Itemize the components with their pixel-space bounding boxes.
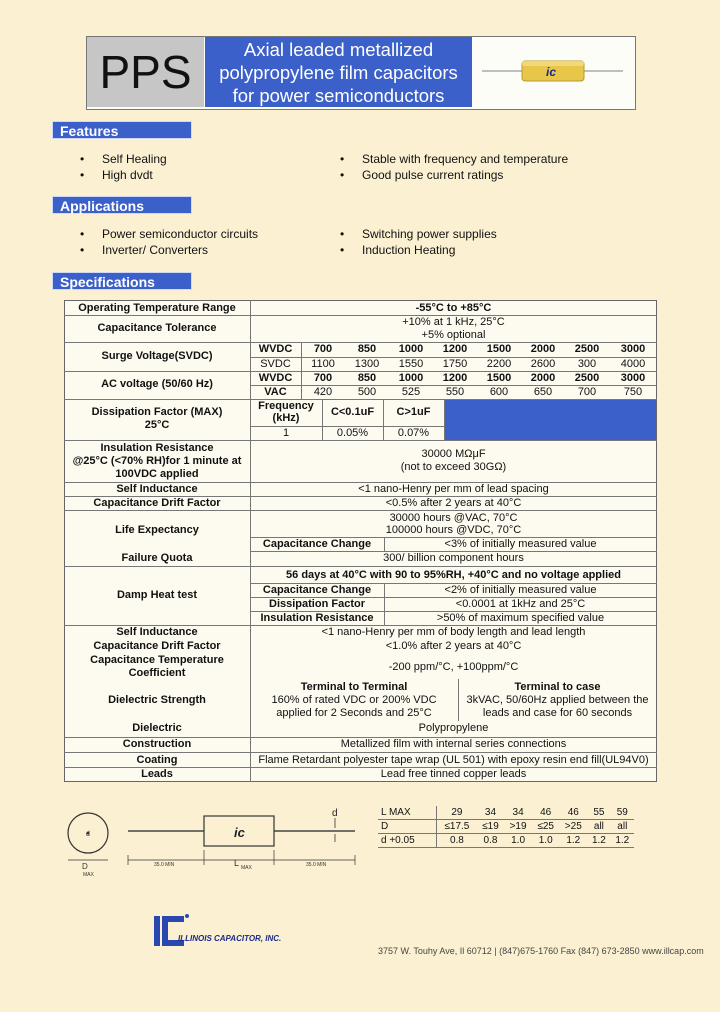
table-cell: ≤17.5 <box>437 820 477 834</box>
grid-cell: 700 <box>577 386 597 398</box>
list-item: • Induction Heating <box>340 243 456 257</box>
specifications-heading: Specifications <box>52 272 192 290</box>
table-cell: 0.8 <box>477 834 504 848</box>
grid-cell: 2200 <box>486 358 512 370</box>
grid-cell: 1200 <box>442 372 468 384</box>
table-cell: 1.2 <box>587 834 610 848</box>
list-item: • High dvdt <box>80 168 153 182</box>
table-cell: ≤25 <box>532 820 559 834</box>
ir-value-2: (not to exceed 30GΩ) <box>400 461 507 473</box>
df-c2-head: C>1uF <box>396 406 431 418</box>
body-len-sub: MAX <box>241 865 252 871</box>
table-row <box>378 806 634 820</box>
table-cell: 1.2 <box>559 834 587 848</box>
grid-cell: 1200 <box>442 343 468 355</box>
group-self-ind-value: <1 nano-Henry per mm of body length and lead length <box>321 626 586 638</box>
table-cell: 59 <box>611 806 634 820</box>
company-name: ILLINOIS CAPACITOR, INC. <box>178 934 282 943</box>
grid-cell: 1750 <box>442 358 468 370</box>
ds-label: Dielectric Strength <box>108 694 206 706</box>
product-title <box>205 37 472 107</box>
life-value-2: 100000 hours @VDC, 70°C <box>385 524 522 536</box>
grid-cell: 1550 <box>398 358 424 370</box>
life-value-1: 30000 hours @VAC, 70°C <box>389 512 518 524</box>
group-drift-value: <1.0% after 2 years at 40°C <box>385 640 522 652</box>
ir-value-1: 30000 MΩμF <box>421 448 486 460</box>
grid-cell: 850 <box>357 372 377 384</box>
grid-cell: 3000 <box>620 343 646 355</box>
ds-t2t-line: 160% of rated VDC or 200% VDC <box>271 694 437 706</box>
body-len-label: L <box>234 858 240 868</box>
table-cell: all <box>587 820 610 834</box>
grid-cell: 750 <box>623 386 643 398</box>
grid-cell: 850 <box>357 343 377 355</box>
dimension-drawing <box>50 800 370 880</box>
df-c1-head: C<0.1uF <box>330 406 375 418</box>
ds-t2t-line: applied for 2 Seconds and 25°C <box>276 707 432 719</box>
drift-label: Capacitance Drift Factor <box>93 497 221 509</box>
grid-cell: 1500 <box>486 343 512 355</box>
life-cap-change-label: Capacitance Change <box>262 538 372 550</box>
diam-label: D <box>82 862 88 871</box>
damp-row-value: <2% of initially measured value <box>444 584 597 596</box>
table-cell: 1.2 <box>611 834 634 848</box>
series-name: PPS <box>87 37 204 107</box>
dielectric-value: Polypropylene <box>418 722 489 734</box>
df-freq-head-1: Frequency <box>258 400 314 412</box>
df-c2-value: 0.07% <box>397 427 430 439</box>
damp-header: 56 days at 40°C with 90 to 95%RH, +40°C and no voltage applied <box>286 569 621 581</box>
list-item: • Switching power supplies <box>340 227 497 241</box>
title-line-1: Axial leaded metallized <box>243 38 434 60</box>
grid-cell: 700 <box>313 343 333 355</box>
grid-cell: 2000 <box>530 343 556 355</box>
self-ind-label: Self Inductance <box>116 483 198 495</box>
capacitor-logo: ic <box>546 65 557 79</box>
failure-label: Failure Quota <box>121 552 193 564</box>
cap-tol-label: Capacitance Tolerance <box>97 322 217 334</box>
list-item: • Inverter/ Converters <box>80 243 209 257</box>
table-cell: 1.0 <box>532 834 559 848</box>
body-logo: ic <box>234 825 245 840</box>
surge-row1-head: WVDC <box>258 343 293 355</box>
damp-row-value: >50% of maximum specified value <box>436 612 605 624</box>
coating-value: Flame Retardant polyester tape wrap (UL 501) with epoxy resin end fill(UL94V0) <box>258 754 649 766</box>
table-cell: 46 <box>532 806 559 820</box>
ac-label: AC voltage (50/60 Hz) <box>101 378 213 390</box>
df-label-2: 25°C <box>144 419 170 431</box>
lead-d-label: d <box>332 808 338 819</box>
damp-row-label: Insulation Resistance <box>260 612 374 624</box>
table-cell: D <box>378 820 437 834</box>
ir-label-1: Insulation Resistance <box>100 442 214 454</box>
grid-cell: 1100 <box>311 358 335 370</box>
grid-cell: 2500 <box>574 343 600 355</box>
table-cell: >25 <box>559 820 587 834</box>
drift-value: <0.5% after 2 years at 40°C <box>385 497 522 509</box>
ac-row1-head: WVDC <box>258 372 293 384</box>
damp-label: Damp Heat test <box>116 589 198 601</box>
capacitor-image <box>480 45 625 100</box>
grid-cell: 600 <box>489 386 509 398</box>
ac-row2-head: VAC <box>264 386 287 398</box>
grid-cell: 1500 <box>486 372 512 384</box>
df-label-1: Dissipation Factor (MAX) <box>91 406 223 418</box>
table-cell: 34 <box>504 806 532 820</box>
damp-row-value: <0.0001 at 1kHz and 25°C <box>455 598 586 610</box>
features-heading: Features <box>52 121 192 139</box>
group-drift-label: Capacitance Drift Factor <box>93 640 221 652</box>
group-self-ind-label: Self Inductance <box>116 626 198 638</box>
list-item: • Power semiconductor circuits <box>80 227 259 241</box>
ds-t2c-line: leads and case for 60 seconds <box>482 707 633 719</box>
grid-cell: 550 <box>445 386 465 398</box>
leads-label: Leads <box>141 768 173 780</box>
surge-label: Surge Voltage(SVDC) <box>101 350 213 362</box>
end-d-label: d <box>86 831 90 838</box>
damp-row-label: Dissipation Factor <box>269 598 365 610</box>
construction-label: Construction <box>122 738 192 750</box>
lead-len-left: 35.0 MIN <box>154 862 175 868</box>
grid-cell: 650 <box>533 386 553 398</box>
op-temp-value: -55°C to +85°C <box>415 302 492 314</box>
table-cell: 34 <box>477 806 504 820</box>
ir-label-2: @25°C (<70% RH)for 1 minute at <box>72 455 242 467</box>
lead-len-right: 35.0 MIN <box>306 862 327 868</box>
grid-cell: 1300 <box>354 358 380 370</box>
life-label: Life Expectancy <box>115 524 199 536</box>
table-cell: 55 <box>587 806 610 820</box>
list-item: • Self Healing <box>80 152 167 166</box>
grid-cell: 525 <box>401 386 421 398</box>
temp-coef-label-1: Capacitance Temperature <box>90 654 224 666</box>
ir-label-3: 100VDC applied <box>115 468 199 480</box>
cap-tol-value-2: +5% optional <box>421 329 486 341</box>
grid-cell: 2000 <box>530 372 556 384</box>
table-cell: 46 <box>559 806 587 820</box>
blank-cell <box>445 400 656 440</box>
life-cap-change-value: <3% of initially measured value <box>444 538 597 550</box>
grid-cell: 1000 <box>398 343 424 355</box>
table-cell: 29 <box>437 806 477 820</box>
grid-cell: 2600 <box>530 358 556 370</box>
dielectric-label: Dielectric <box>132 722 182 734</box>
table-cell: L MAX <box>378 806 437 820</box>
dimension-table <box>378 806 634 848</box>
table-cell: >19 <box>504 820 532 834</box>
coating-label: Coating <box>136 754 178 766</box>
table-cell: all <box>611 820 634 834</box>
grid-cell: 420 <box>313 386 333 398</box>
grid-cell: 700 <box>313 372 333 384</box>
temp-coef-value: -200 ppm/°C, +100ppm/°C <box>388 661 519 673</box>
grid-cell: 4000 <box>620 358 646 370</box>
diam-sub: MAX <box>83 872 94 878</box>
df-freq-value: 1 <box>282 427 290 439</box>
df-c1-value: 0.05% <box>336 427 369 439</box>
ds-t2c-head: Terminal to case <box>514 681 601 693</box>
cap-tol-value-1: +10% at 1 kHz, 25°C <box>402 316 505 328</box>
ds-t2c-line: 3kVAC, 50/60Hz applied between the <box>466 694 649 706</box>
company-logo-icon <box>150 912 190 950</box>
list-item: • Stable with frequency and temperature <box>340 152 569 166</box>
op-temp-label: Operating Temperature Range <box>78 302 236 314</box>
failure-value: 300/ billion component hours <box>383 552 524 564</box>
list-item: • Good pulse current ratings <box>340 168 504 182</box>
construction-value: Metallized film with internal series connections <box>340 738 567 750</box>
temp-coef-label-2: Coefficient <box>128 667 186 679</box>
grid-cell: 2500 <box>574 372 600 384</box>
grid-cell: 1000 <box>398 372 424 384</box>
damp-row-label: Capacitance Change <box>262 584 372 596</box>
table-cell: d +0.05 <box>378 834 437 848</box>
self-ind-value: <1 nano-Henry per mm of lead spacing <box>358 483 549 495</box>
surge-row2-head: SVDC <box>260 358 291 370</box>
ds-t2t-head: Terminal to Terminal <box>300 681 408 693</box>
grid-cell: 3000 <box>620 372 646 384</box>
table-cell: 1.0 <box>504 834 532 848</box>
df-freq-head-2: (kHz) <box>272 412 300 424</box>
table-cell: ≤19 <box>477 820 504 834</box>
title-line-2: polypropylene film capacitors <box>219 61 458 83</box>
table-row <box>378 834 634 848</box>
company-address: 3757 W. Touhy Ave, Il 60712 | (847)675-1760 Fax (847) 673-2850 www.illcap.com <box>378 946 704 956</box>
grid-cell: 500 <box>357 386 377 398</box>
leads-value: Lead free tinned copper leads <box>380 768 527 780</box>
applications-heading: Applications <box>52 196 192 214</box>
table-row <box>378 820 634 834</box>
grid-cell: 300 <box>577 358 597 370</box>
table-cell: 0.8 <box>437 834 477 848</box>
title-line-3: for power semiconductors <box>232 84 445 106</box>
